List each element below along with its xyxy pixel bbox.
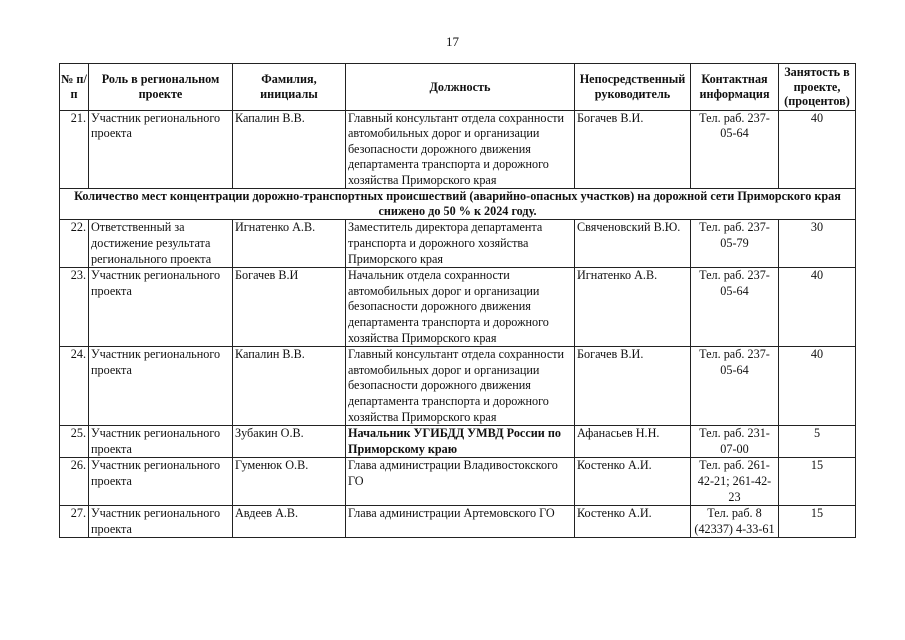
table-row xyxy=(60,347,856,426)
row-manager: Афанасьев Н.Н. xyxy=(575,426,691,458)
row-manager: Богачев В.И. xyxy=(575,347,691,426)
row-load: 40 xyxy=(779,268,856,347)
page-number: 17 xyxy=(446,34,459,49)
header-num: № п/п xyxy=(60,64,89,111)
table-row xyxy=(60,458,856,506)
row-position: Заместитель директора департамента транспорта и дорожного хозяйства Приморского края xyxy=(346,220,575,268)
section-title: Количество мест концентрации дорожно-транспортных происшествий (аварийно-опасных участков) на дорожной сети Приморского края снижено до 50 % к 2024 году. xyxy=(60,189,856,220)
row-load: 15 xyxy=(779,458,856,506)
row-name: Гуменюк О.В. xyxy=(233,458,346,506)
row-manager: Богачев В.И. xyxy=(575,110,691,189)
row-role: Участник регионального проекта xyxy=(89,347,233,426)
row-role: Участник регионального проекта xyxy=(89,268,233,347)
row-role: Участник регионального проекта xyxy=(89,458,233,506)
table-row xyxy=(60,268,856,347)
section-row xyxy=(60,189,856,220)
row-name: Капалин В.В. xyxy=(233,347,346,426)
table-row xyxy=(60,506,856,538)
header-manager: Непосредственный руководитель xyxy=(575,64,691,111)
table-row xyxy=(60,110,856,189)
row-manager: Свяченовский В.Ю. xyxy=(575,220,691,268)
row-contact: Тел. раб. 237-05-64 xyxy=(691,347,779,426)
row-num: 23. xyxy=(60,268,89,347)
row-load: 30 xyxy=(779,220,856,268)
row-load: 40 xyxy=(779,347,856,426)
row-name: Авдеев А.В. xyxy=(233,506,346,538)
row-role: Участник регионального проекта xyxy=(89,110,233,189)
row-position: Глава администрации Владивостокского ГО xyxy=(346,458,575,506)
row-contact: Тел. раб. 237-05-79 xyxy=(691,220,779,268)
row-name: Капалин В.В. xyxy=(233,110,346,189)
row-contact: Тел. раб. 231-07-00 xyxy=(691,426,779,458)
header-role: Роль в региональном проекте xyxy=(89,64,233,111)
row-load: 15 xyxy=(779,506,856,538)
row-contact: Тел. раб. 261-42-21; 261-42-23 xyxy=(691,458,779,506)
row-position: Главный консультант отдела сохранности автомобильных дорог и организации безопасности дорожного движения департамента транспорта и дорожного хозяйства Приморского края xyxy=(346,347,575,426)
row-num: 25. xyxy=(60,426,89,458)
row-num: 24. xyxy=(60,347,89,426)
header-name: Фамилия, инициалы xyxy=(233,64,346,111)
header-load: Занятость в проекте, (процентов) xyxy=(779,64,856,111)
header-contact: Контактная информация xyxy=(691,64,779,111)
table-row xyxy=(60,220,856,268)
row-position: Начальник отдела сохранности автомобильных дорог и организации безопасности дорожного движения департамента транспорта и дорожного хозяйства Приморского края xyxy=(346,268,575,347)
row-position: Глава администрации Артемовского ГО xyxy=(346,506,575,538)
row-num: 26. xyxy=(60,458,89,506)
row-contact: Тел. раб. 237-05-64 xyxy=(691,268,779,347)
row-contact: Тел. раб. 8 (42337) 4-33-61 xyxy=(691,506,779,538)
header-position: Должность xyxy=(346,64,575,111)
row-num: 21. xyxy=(60,110,89,189)
row-contact: Тел. раб. 237-05-64 xyxy=(691,110,779,189)
row-load: 5 xyxy=(779,426,856,458)
row-role: Участник регионального проекта xyxy=(89,506,233,538)
row-name: Игнатенко А.В. xyxy=(233,220,346,268)
row-name: Зубакин О.В. xyxy=(233,426,346,458)
row-load: 40 xyxy=(779,110,856,189)
row-manager: Костенко А.И. xyxy=(575,506,691,538)
row-role: Ответственный за достижение результата регионального проекта xyxy=(89,220,233,268)
table-header-row xyxy=(60,64,856,111)
project-staff-table xyxy=(59,63,856,538)
row-name: Богачев В.И xyxy=(233,268,346,347)
row-num: 27. xyxy=(60,506,89,538)
row-num: 22. xyxy=(60,220,89,268)
row-position: Главный консультант отдела сохранности автомобильных дорог и организации безопасности дорожного движения департамента транспорта и дорожного хозяйства Приморского края xyxy=(346,110,575,189)
row-position: Начальник УГИБДД УМВД России по Приморскому краю xyxy=(346,426,575,458)
row-manager: Игнатенко А.В. xyxy=(575,268,691,347)
table-row xyxy=(60,426,856,458)
row-manager: Костенко А.И. xyxy=(575,458,691,506)
row-role: Участник регионального проекта xyxy=(89,426,233,458)
